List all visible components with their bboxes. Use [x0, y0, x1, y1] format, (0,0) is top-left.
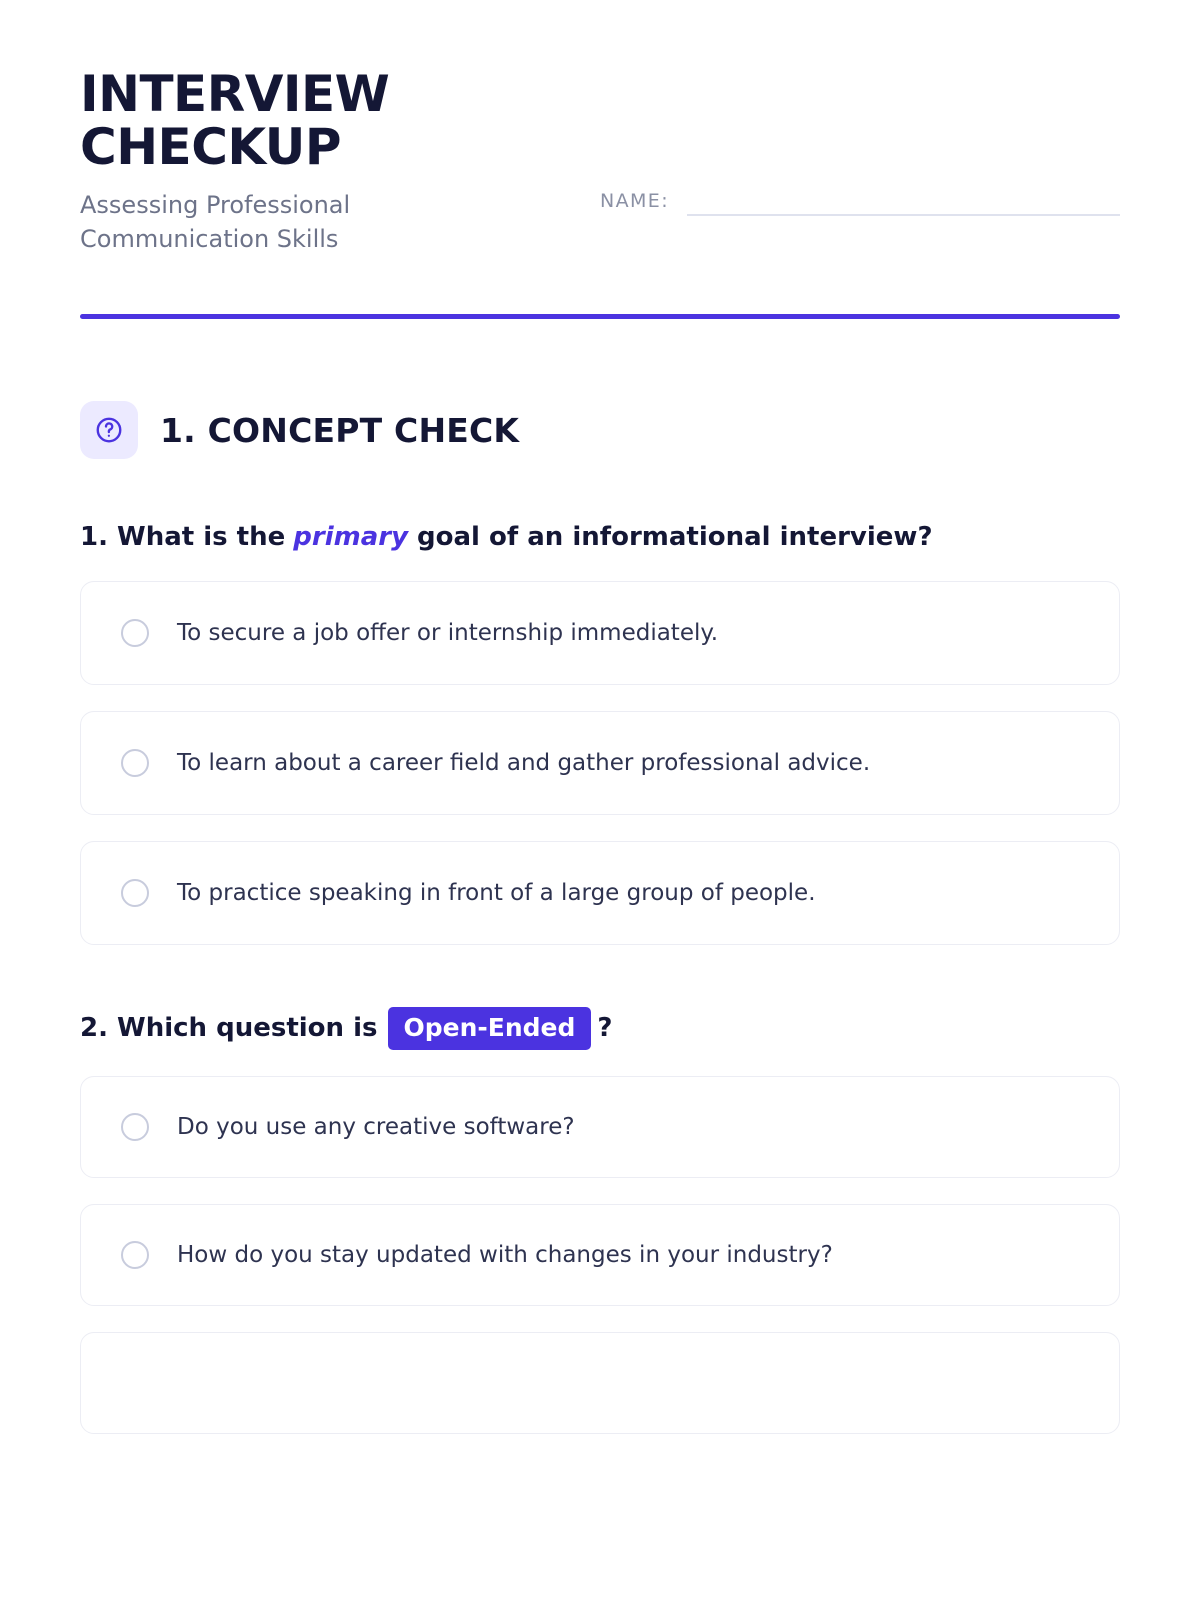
name-label: NAME:: [600, 190, 670, 212]
question-2-options: [80, 1076, 1120, 1434]
option-row[interactable]: [80, 1204, 1120, 1306]
option-label: Do you use any creative software?: [177, 1114, 575, 1141]
question-2-number: 2.: [80, 1012, 108, 1043]
radio-icon[interactable]: [121, 1113, 149, 1141]
question-1-text: [80, 521, 1120, 555]
option-row[interactable]: [80, 581, 1120, 685]
page-subtitle: Assessing Professional Communication Skills: [80, 191, 351, 254]
option-row[interactable]: [80, 841, 1120, 945]
radio-icon[interactable]: [121, 879, 149, 907]
name-input[interactable]: [687, 186, 1120, 216]
question-2-emphasis-chip: Open-Ended: [388, 1007, 592, 1051]
question-2-text: [80, 1007, 1120, 1051]
question-mark-circle-icon: [80, 401, 138, 459]
radio-icon[interactable]: [121, 749, 149, 777]
question-1-text-after: goal of an informational interview?: [417, 522, 933, 553]
radio-icon[interactable]: [121, 619, 149, 647]
question-1-text-before: What is the: [117, 522, 286, 553]
section-title: 1. CONCEPT CHECK: [160, 410, 520, 450]
header-divider: [80, 314, 1120, 319]
radio-icon[interactable]: [121, 1241, 149, 1269]
name-field-row: [600, 186, 1120, 216]
option-row[interactable]: [80, 711, 1120, 815]
option-label: To learn about a career field and gather professional advice.: [177, 749, 871, 776]
option-label: To secure a job offer or internship immediately.: [177, 619, 719, 646]
option-row[interactable]: [80, 1076, 1120, 1178]
option-row[interactable]: [80, 1332, 1120, 1434]
document-header: [80, 0, 1120, 319]
question-2-text-after: ?: [597, 1012, 613, 1043]
question-2: [80, 1007, 1120, 1435]
question-1-options: [80, 581, 1120, 945]
option-label: How do you stay updated with changes in your industry?: [177, 1242, 833, 1269]
question-1-emphasis: primary: [293, 522, 409, 553]
question-1: [80, 521, 1120, 945]
page-title: INTERVIEW CHECKUP: [80, 65, 390, 176]
section-header: [80, 401, 1120, 459]
question-2-text-before: Which question is: [117, 1012, 378, 1043]
question-1-number: 1.: [80, 522, 108, 553]
option-label: To practice speaking in front of a large group of people.: [177, 879, 816, 906]
